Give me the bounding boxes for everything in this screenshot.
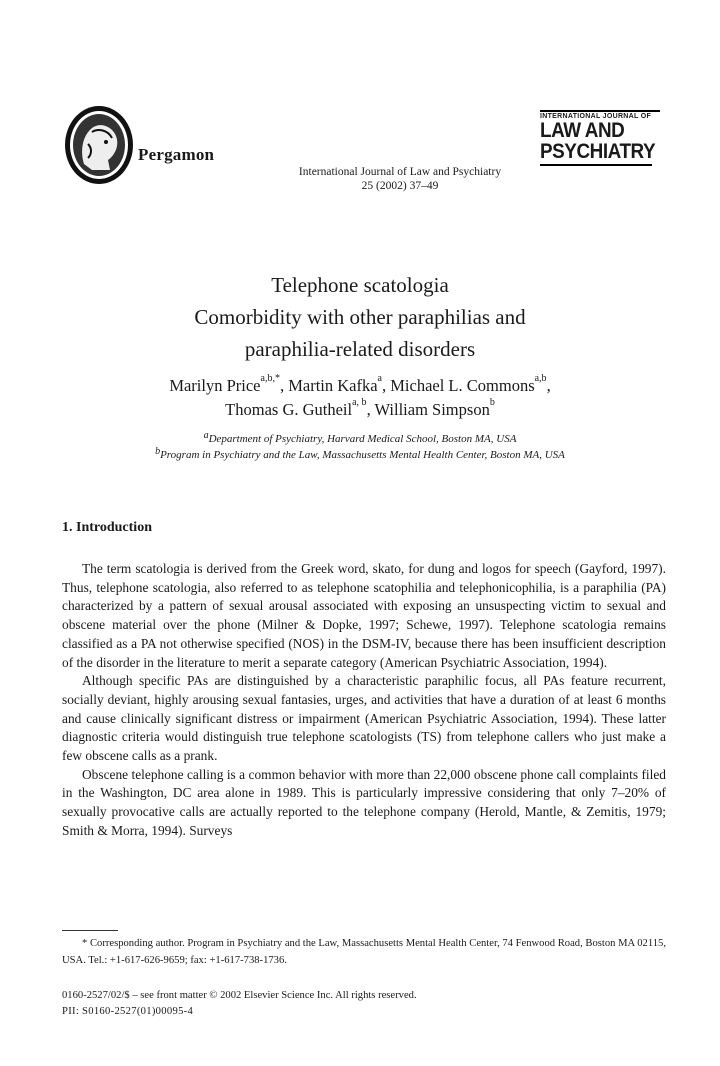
affiliation-text: Program in Psychiatry and the Law, Massachusetts Mental Health Center, Boston MA, USA	[160, 449, 565, 461]
author-affiliation-mark: a	[377, 373, 382, 384]
article-title-line-1: Telephone scatologia	[271, 273, 449, 297]
publisher-logo-icon	[62, 104, 136, 186]
journal-volume: 25 (2002) 37–49	[361, 180, 439, 192]
author-affiliation-mark: a, b	[352, 397, 367, 408]
article-title-line-3: paraphilia-related disorders	[244, 337, 476, 361]
author-name: Marilyn Price	[169, 376, 261, 395]
author-separator: ,	[546, 376, 551, 395]
affiliation-text: Department of Psychiatry, Harvard Medical School, Boston MA, USA	[208, 433, 517, 445]
author-list-line-1	[0, 373, 720, 396]
affiliation-a	[0, 430, 720, 445]
author-name: Thomas G. Gutheil	[225, 400, 353, 419]
paragraph: Obscene telephone calling is a common behavior with more than 22,000 obscene phone call complaints filed in the Washington, DC area alone in 1989. This is particularly impressive considering that only 7–20% of sexually provocative calls are actually reported to the telephone company (Herold, Mantle, & Zemitis, 1979; Smith & Morra, 1994). Surveys	[62, 766, 666, 838]
paragraph: The term scatologia is derived from the Greek word, skato, for dung and logos for speech (Gayford, 1997). Thus, telephone scatologia, also referred to as telephone scatophilia and telephonicophilia, is a paraphilia (PA) characterized by a pattern of sexual arousal associated with exposing an unsuspecting victim to sexual and obscene material over the phone (Milner & Dopke, 1997; Schewe, 1997). Telephone scatologia remains classified as a PA not otherwise specified (NOS) in the DSM-IV, because there has been insufficient description of the disorder in the literature to merit a separate category (American Psychiatric Association, 1994).	[62, 561, 666, 670]
author-affiliation-mark: a,b,*	[260, 373, 280, 384]
masthead-rule	[540, 164, 652, 166]
author-name: , Michael L. Commons	[382, 376, 535, 395]
paragraph: Although specific PAs are distinguished by a characteristic paraphilic focus, all PAs feature recurrent, socially deviant, highly arousing sexual fantasies, urges, and activities that have a duration of at least 6 months and cause clinically significant distress or impairment (American Psychiatric Association, 1994). These latter diagnostic criteria would distinguish true telephone scatologists (TS) from telephone callers who just make a few obscene calls as a prank.	[62, 673, 666, 764]
masthead-line-2: PSYCHIATRY	[540, 140, 656, 163]
publisher-name: Pergamon	[138, 145, 215, 164]
copyright-line: 0160-2527/02/$ – see front matter © 2002 Elsevier Science Inc. All rights reserved.	[62, 990, 417, 1001]
author-name: , William Simpson	[366, 400, 490, 419]
article-title-line-2: Comorbidity with other paraphilias and	[194, 305, 526, 329]
affiliation-b	[0, 446, 720, 461]
masthead-top: INTERNATIONAL JOURNAL OF	[540, 110, 660, 120]
affiliation-mark: b	[155, 446, 161, 457]
author-affiliation-mark: a,b	[534, 373, 547, 384]
journal-title: International Journal of Law and Psychiatry	[298, 166, 502, 178]
author-list-line-2	[0, 397, 720, 420]
footnote-rule	[62, 930, 118, 931]
journal-masthead	[540, 110, 660, 166]
author-affiliation-mark: b	[489, 397, 495, 408]
masthead-line-1: LAW AND	[540, 119, 625, 142]
author-name: , Martin Kafka	[279, 376, 378, 395]
affiliation-mark: a	[203, 430, 209, 441]
pii-line: PII: S0160-2527(01)00095-4	[62, 1006, 194, 1017]
corresponding-author-footnote: * Corresponding author. Program in Psychiatry and the Law, Massachusetts Mental Health Center, 74 Fenwood Road, Boston MA 02115, USA. Tel.: +1-617-626-9659; fax: +1-617-738-1736.	[62, 938, 666, 966]
body-text	[62, 560, 666, 841]
section-heading: 1. Introduction	[62, 520, 152, 535]
journal-citation	[270, 165, 530, 193]
